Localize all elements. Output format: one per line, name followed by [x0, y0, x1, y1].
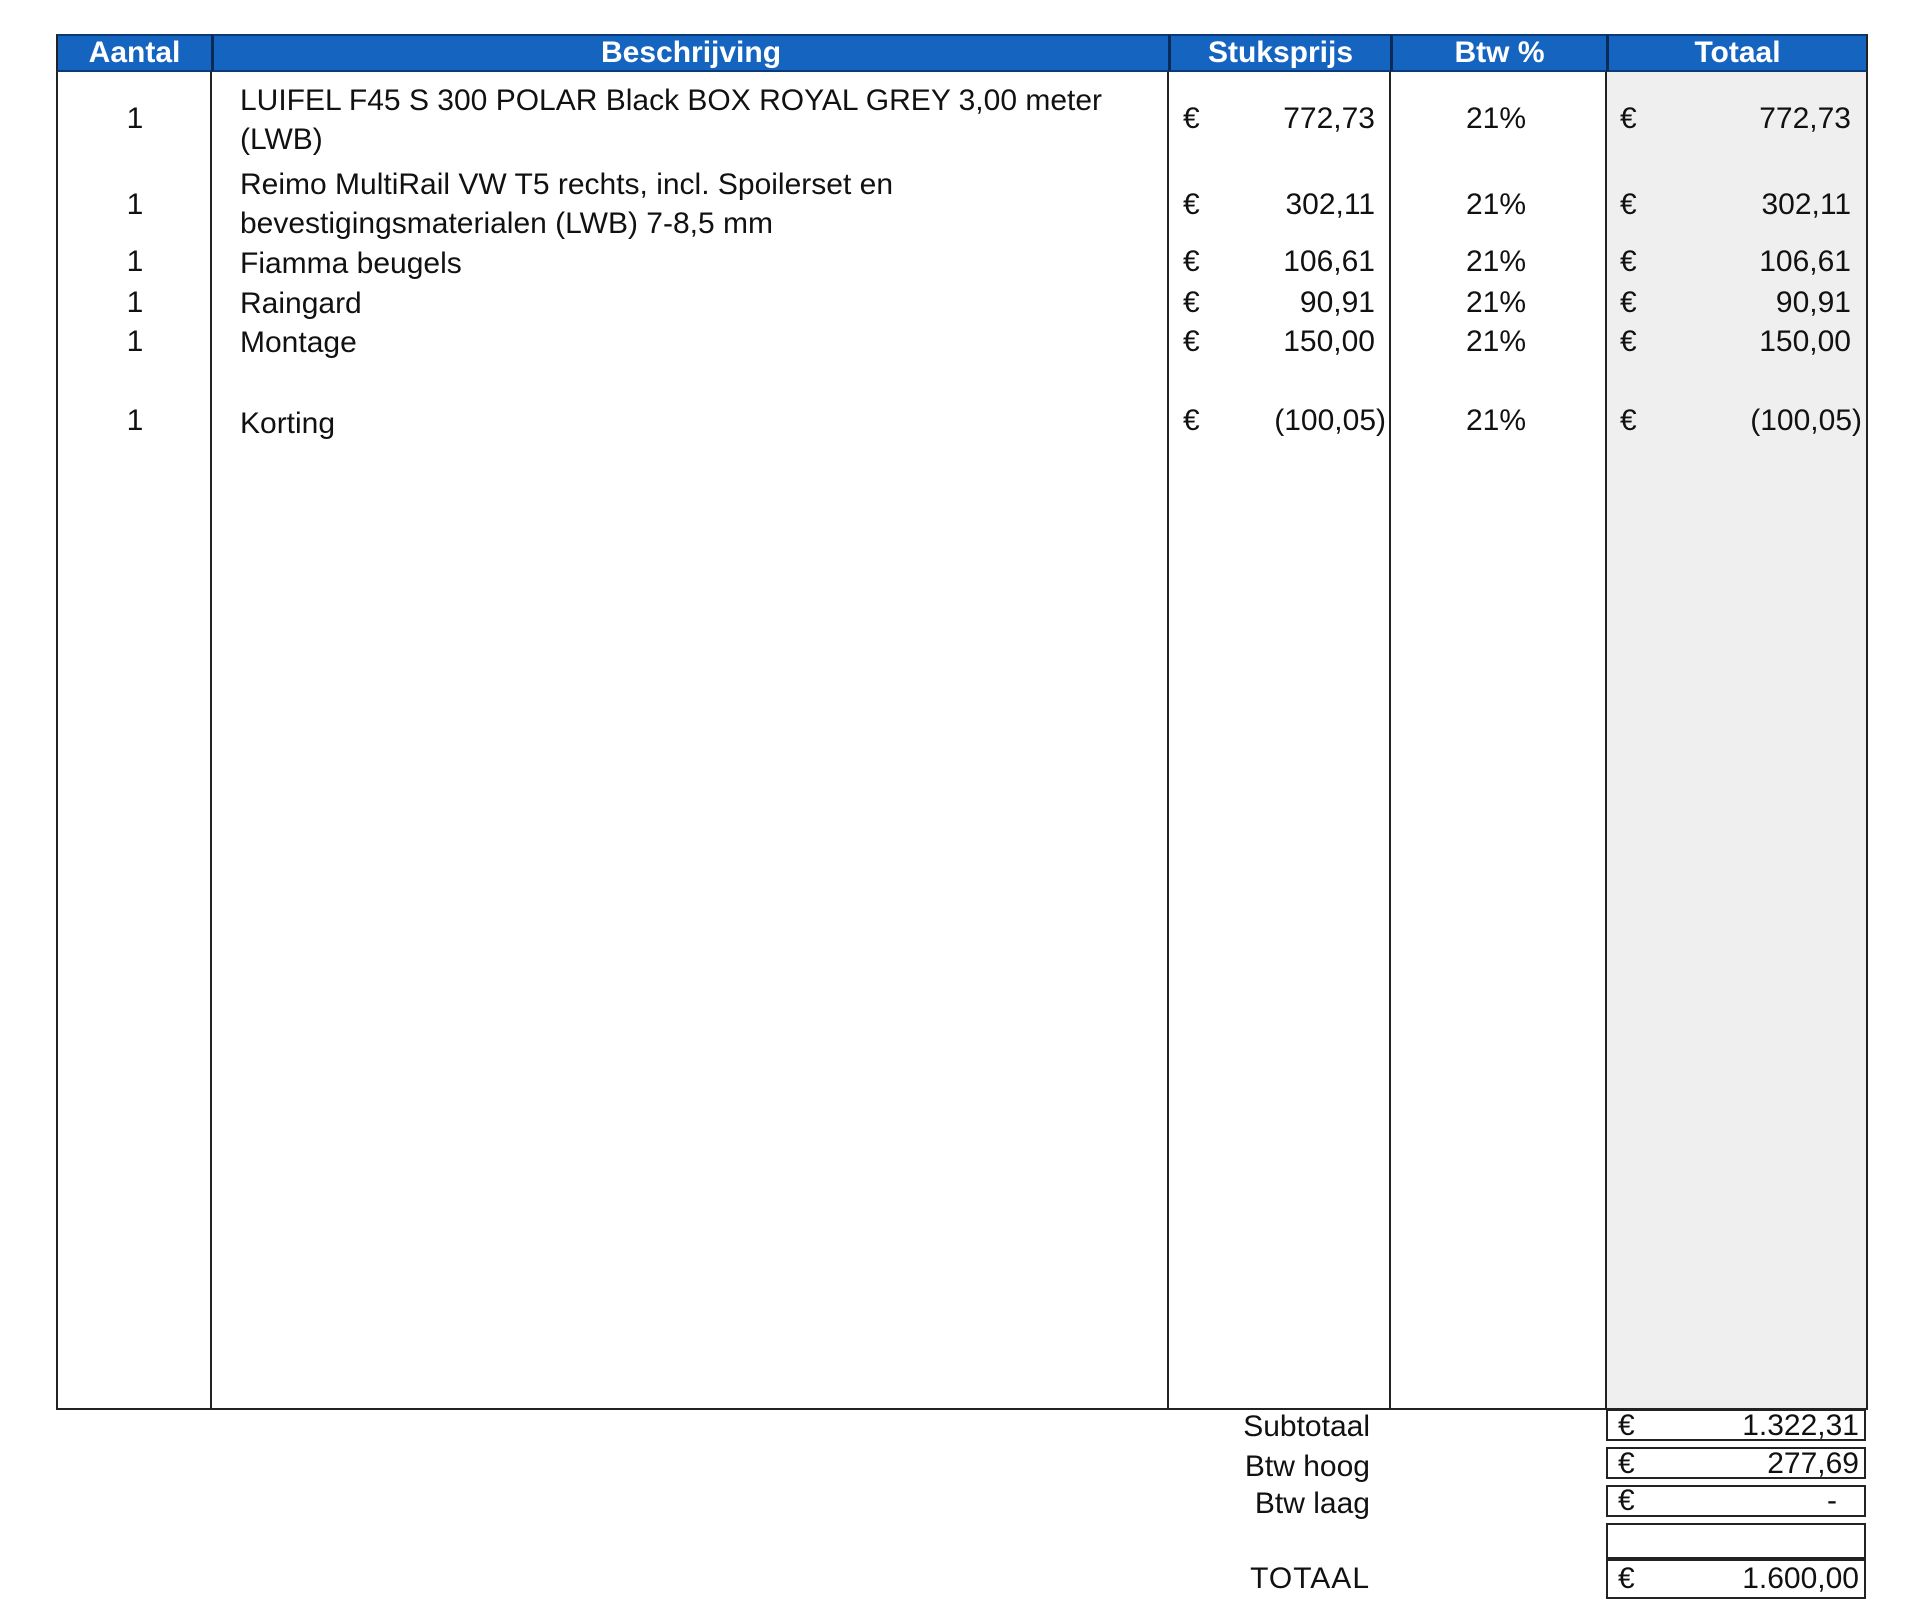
header-totaal: [1606, 34, 1868, 72]
row-5-btw: 21%: [1465, 325, 1527, 358]
divider-aantal: [210, 72, 212, 1410]
divider-stuksprijs: [1389, 72, 1391, 1410]
row-3-btw: 21%: [1465, 245, 1527, 278]
row-5-price: 150,00: [1283, 325, 1375, 358]
btw-laag-value: -: [1827, 1484, 1837, 1517]
row-4-total: 90,91: [1775, 286, 1851, 319]
row-4-price-euro: €: [1183, 286, 1200, 319]
row-4-total-euro: €: [1620, 286, 1637, 319]
row-3-total-euro: €: [1620, 245, 1637, 278]
row-1-total: 772,73: [1759, 102, 1851, 135]
row-3-price: 106,61: [1283, 245, 1375, 278]
row-1-btw: 21%: [1465, 102, 1527, 135]
divider-beschrijving: [1167, 72, 1169, 1410]
row-6-aantal: 1: [126, 404, 144, 437]
row-1-price-euro: €: [1183, 102, 1200, 135]
row-2-total-euro: €: [1620, 188, 1637, 221]
row-4-btw: 21%: [1465, 286, 1527, 319]
empty-summary-box: [1606, 1523, 1866, 1559]
btw-hoog-label: Btw hoog: [1244, 1450, 1370, 1483]
row-6-total-euro: €: [1620, 404, 1637, 437]
row-4-price: 90,91: [1299, 286, 1375, 319]
row-2-price-euro: €: [1183, 188, 1200, 221]
row-5-price-euro: €: [1183, 325, 1200, 358]
row-2-desc-line2: bevestigingsmaterialen (LWB) 7-8,5 mm: [240, 207, 773, 240]
header-totaal-label: Totaal: [1694, 36, 1781, 69]
row-5-total: 150,00: [1759, 325, 1851, 358]
header-stuksprijs-label: Stuksprijs: [1207, 36, 1354, 69]
totaal-euro: €: [1618, 1562, 1635, 1595]
row-1-desc-line1: LUIFEL F45 S 300 POLAR Black BOX ROYAL GREY 3,00 meter: [240, 84, 1103, 117]
row-5-total-euro: €: [1620, 325, 1637, 358]
totaal-value: 1.600,00: [1742, 1562, 1859, 1595]
header-beschrijving: [211, 34, 1168, 72]
row-2-price: 302,11: [1285, 188, 1375, 221]
row-3-aantal: 1: [126, 245, 144, 278]
btw-laag-label: Btw laag: [1254, 1487, 1370, 1520]
border-right: [1866, 72, 1868, 1410]
header-btw: [1390, 34, 1606, 72]
header-aantal: [56, 34, 211, 72]
row-5-desc-line1: Montage: [240, 326, 357, 359]
row-2-desc-line1: Reimo MultiRail VW T5 rechts, incl. Spoilerset en: [240, 168, 893, 201]
row-6-price: (100,05): [1274, 404, 1386, 437]
row-1-desc-line2: (LWB): [240, 123, 323, 156]
row-2-total: 302,11: [1761, 188, 1851, 221]
header-aantal-label: Aantal: [88, 36, 181, 69]
row-6-desc-line1: Korting: [240, 407, 336, 440]
row-6-price-euro: €: [1183, 404, 1200, 437]
row-1-total-euro: €: [1620, 102, 1637, 135]
row-3-desc-line1: Fiamma beugels: [240, 247, 462, 280]
btw-hoog-value: 277,69: [1767, 1447, 1859, 1480]
row-6-total: (100,05): [1750, 404, 1862, 437]
header-beschrijving-label: Beschrijving: [600, 36, 782, 69]
header-stuksprijs: [1168, 34, 1390, 72]
divider-btw: [1605, 72, 1607, 1410]
btw-hoog-euro: €: [1618, 1447, 1635, 1480]
row-1-aantal: 1: [126, 102, 144, 135]
row-3-total: 106,61: [1759, 245, 1851, 278]
row-2-btw: 21%: [1465, 188, 1527, 221]
row-2-aantal: 1: [126, 188, 144, 221]
row-4-aantal: 1: [126, 286, 144, 319]
btw-laag-euro: €: [1618, 1484, 1635, 1517]
totaal-label: TOTAAL: [1250, 1562, 1370, 1595]
row-5-aantal: 1: [126, 325, 144, 358]
row-6-btw: 21%: [1465, 404, 1527, 437]
row-3-price-euro: €: [1183, 245, 1200, 278]
subtotaal-euro: €: [1618, 1409, 1635, 1442]
border-bottom: [56, 1408, 1868, 1410]
row-1-price: 772,73: [1283, 102, 1375, 135]
border-left: [56, 72, 58, 1410]
header-btw-label: Btw %: [1454, 36, 1545, 69]
subtotaal-label: Subtotaal: [1243, 1410, 1370, 1443]
row-4-desc-line1: Raingard: [240, 287, 362, 320]
subtotaal-value: 1.322,31: [1742, 1409, 1859, 1442]
